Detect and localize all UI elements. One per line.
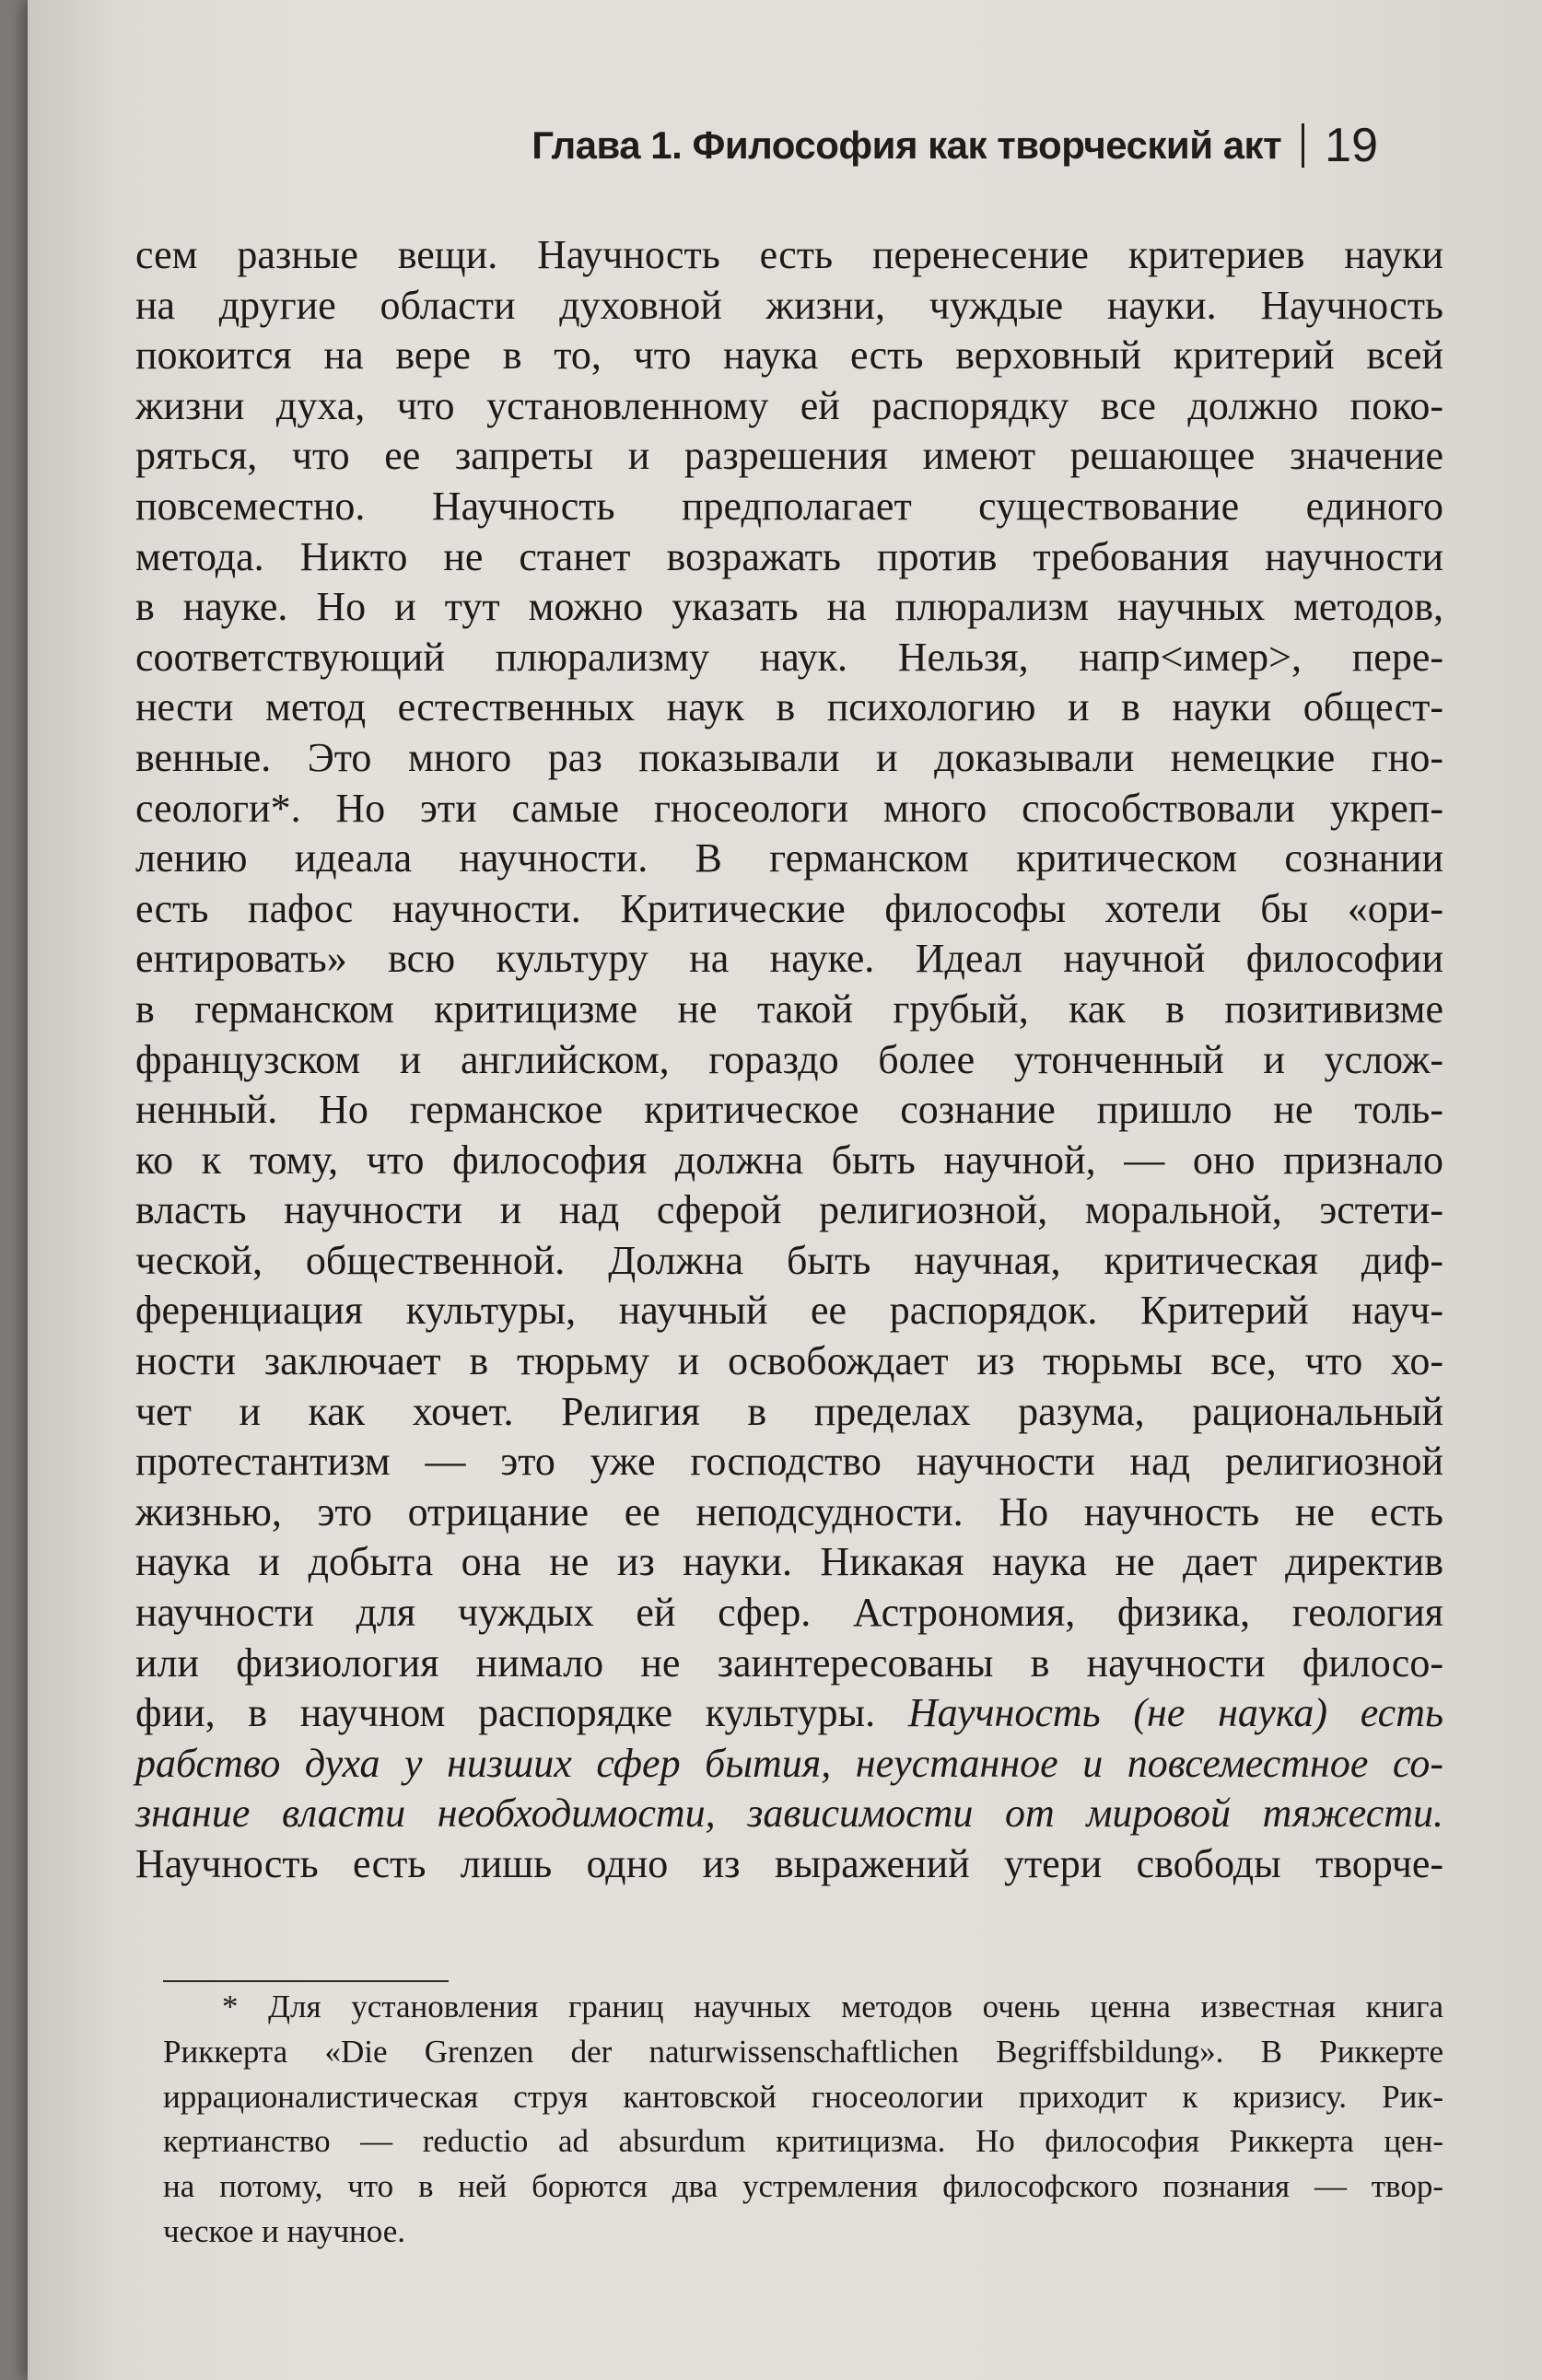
text-line: научности для чуждых ей сфер. Астрономия, физика, геология xyxy=(135,1590,1443,1636)
text-line: повсеместно. Научность предполагает существование единого xyxy=(135,483,1443,529)
text-line: сеологи*. Но эти самые гносеологи много способствовали укреп- xyxy=(135,785,1443,831)
text-line: ненный. Но германское критическое сознание пришло не толь- xyxy=(135,1087,1443,1133)
running-title: Глава 1. Философия как творческий акт xyxy=(532,123,1282,167)
page-number: 19 xyxy=(1325,119,1378,172)
text-line: ности заключает в тюрьму и освобождает из тюрьмы все, что хо- xyxy=(135,1338,1443,1384)
text-line: ентировать» всю культуру на науке. Идеал научной философии xyxy=(135,936,1443,982)
header-divider xyxy=(1302,123,1304,168)
footnote-separator xyxy=(163,1980,449,1982)
text-line: лению идеала научности. В германском критическом сознании xyxy=(135,835,1443,881)
text-line-mixed xyxy=(135,1688,1443,1739)
page-header xyxy=(532,118,1378,173)
body-text xyxy=(135,230,1443,1890)
footnote-line: ческое и научное. xyxy=(163,2212,405,2249)
text-line: в германском критицизме не такой грубый, как в позитивизме xyxy=(135,986,1443,1032)
text-line: ко к тому, что философия должна быть научной, — оно признало xyxy=(135,1137,1443,1183)
text-line: наука и добыта она не из науки. Никакая наука не дает директив xyxy=(135,1539,1443,1585)
footnote-line: Риккерта «Die Grenzen der naturwissenschaftlichen Begriffsbildung». В Риккерте xyxy=(163,2033,1443,2070)
book-page xyxy=(28,0,1542,2380)
footnote-line: кертианство — reductio ad absurdum критицизма. Но философия Риккерта цен- xyxy=(163,2123,1443,2160)
text-line: ческой, общественной. Должна быть научная, критическая диф- xyxy=(135,1237,1443,1283)
italic-emphasis: знание власти необходимости, зависимости от мировой тяжести. xyxy=(135,1791,1443,1837)
text-line-roman-part: фии, в научном распорядке культуры. xyxy=(135,1690,876,1736)
text-line: венные. Это много раз показывали и доказывали немецкие гно- xyxy=(135,734,1443,780)
footnote xyxy=(163,1985,1443,2255)
text-line: жизнью, это отрицание ее неподсудности. Но научность не есть xyxy=(135,1488,1443,1534)
text-line: сем разные вещи. Научность есть перенесение критериев науки xyxy=(135,232,1443,277)
text-line: ряться, что ее запреты и разрешения имеют решающее значение xyxy=(135,433,1443,479)
text-line: протестантизм — это уже господство научности над религиозной xyxy=(135,1439,1443,1485)
text-line: чет и как хочет. Религия в пределах разума, рациональный xyxy=(135,1388,1443,1434)
text-line: в науке. Но и тут можно указать на плюрализм научных методов, xyxy=(135,584,1443,630)
text-line: или физиология нимало не заинтересованы в научности филосо- xyxy=(135,1639,1443,1686)
text-line: метода. Никто не станет возражать против требования научности xyxy=(135,533,1443,579)
italic-text-line xyxy=(135,1789,1443,1839)
text-line: французском и английском, гораздо более утонченный и услож- xyxy=(135,1036,1443,1082)
italic-text-line xyxy=(135,1739,1443,1790)
text-line: ференциация культуры, научный ее распорядок. Критерий науч- xyxy=(135,1288,1443,1334)
text-line: покоится на вере в то, что наука есть верховный критерий всей xyxy=(135,332,1443,379)
italic-emphasis: рабство духа у низших сфер бытия, неустанное и повсеместное со- xyxy=(135,1740,1443,1786)
footnote-line: иррационалистическая струя кантовской гносеологии приходит к кризису. Рик- xyxy=(163,2078,1443,2115)
text-line: на другие области духовной жизни, чуждые науки. Научность xyxy=(135,282,1443,328)
text-line: соответствующий плюрализму наук. Нельзя, напр<имер>, пере- xyxy=(135,634,1443,680)
footnote-line: * Для установления границ научных методов очень ценна известная книга xyxy=(222,1989,1443,2024)
text-line: есть пафос научности. Критические философы хотели бы «ори- xyxy=(135,885,1443,931)
text-line: Научность есть лишь одно из выражений утери свободы творче- xyxy=(135,1841,1443,1886)
footnote-line: на потому, что в ней борются два устремления философского познания — твор- xyxy=(163,2168,1443,2205)
text-line: власть научности и над сферой религиозной, моральной, эстети- xyxy=(135,1187,1443,1233)
text-line: нести метод естественных наук в психологию и в науки общест- xyxy=(135,684,1443,730)
italic-emphasis: Научность (не наука) есть xyxy=(907,1690,1443,1736)
text-line: жизни духа, что установленному ей распорядку все должно поко- xyxy=(135,382,1443,428)
